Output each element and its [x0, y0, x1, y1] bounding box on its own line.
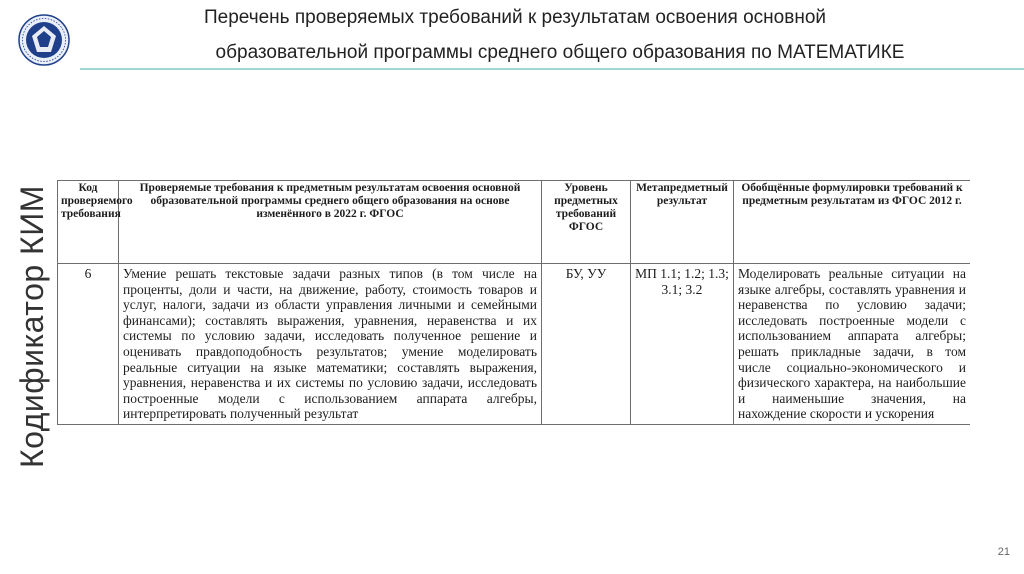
requirements-table-scan [57, 180, 970, 452]
page-number: 21 [997, 546, 1010, 558]
cell-generalized: Моделировать реальные ситуации на языке алгебры, составлять уравнения и неравенства по условию задачи; исследовать построенные модели с использованием аппарата алгебры; решать прикладные задачи, в том числе социально-экономического и физического характера, на наибольшие и наименьшие значения, на нахождение скорости и ускорения [734, 264, 971, 425]
page-title-line-2: образовательной программы среднего общего образования по МАТЕМАТИКЕ [215, 42, 905, 63]
cell-requirements: Умение решать текстовые задачи разных типов (в том числе на проценты, доли и части, на движение, работу, стоимость товаров и услуг, налоги, задачи из области управления личными и семейными финансами); составлять выражения, уравнения, неравенства и их системы по условию задачи, исследовать полученное решение и оценивать правдоподобность результатов; умение моделировать реальные ситуации на языке математики; составлять выражения, уравнения, неравенства и их системы по условию задачи, исследовать построенные модели с использованием аппарата алгебры, интерпретировать полученный результат [119, 264, 542, 425]
table-row [58, 264, 971, 425]
header-generalized: Обобщённые формулировки требований к предметным результатам из ФГОС 2012 г. [734, 181, 971, 264]
vertical-section-label: Кодификатор КИМ [14, 185, 50, 468]
cell-meta: МП 1.1; 1.2; 1.3; 3.1; 3.2 [631, 264, 734, 425]
title-underline [80, 68, 1024, 70]
cell-level: БУ, УУ [542, 264, 631, 425]
header-requirements: Проверяемые требования к предметным результатам освоения основной образовательной программы среднего общего образования на основе изменённого в 2022 г. ФГОС [119, 181, 542, 264]
cell-code: 6 [58, 264, 119, 425]
requirements-table [57, 180, 970, 425]
institution-emblem-icon [18, 14, 70, 66]
header-code: Код проверяемого требования [58, 181, 119, 264]
page-title-line-1: Перечень проверяемых требований к результатам освоения основной [203, 7, 827, 28]
header-meta: Метапредметный результат [631, 181, 734, 264]
header-level: Уровень предметных требований ФГОС [542, 181, 631, 264]
table-header-row [58, 181, 971, 264]
